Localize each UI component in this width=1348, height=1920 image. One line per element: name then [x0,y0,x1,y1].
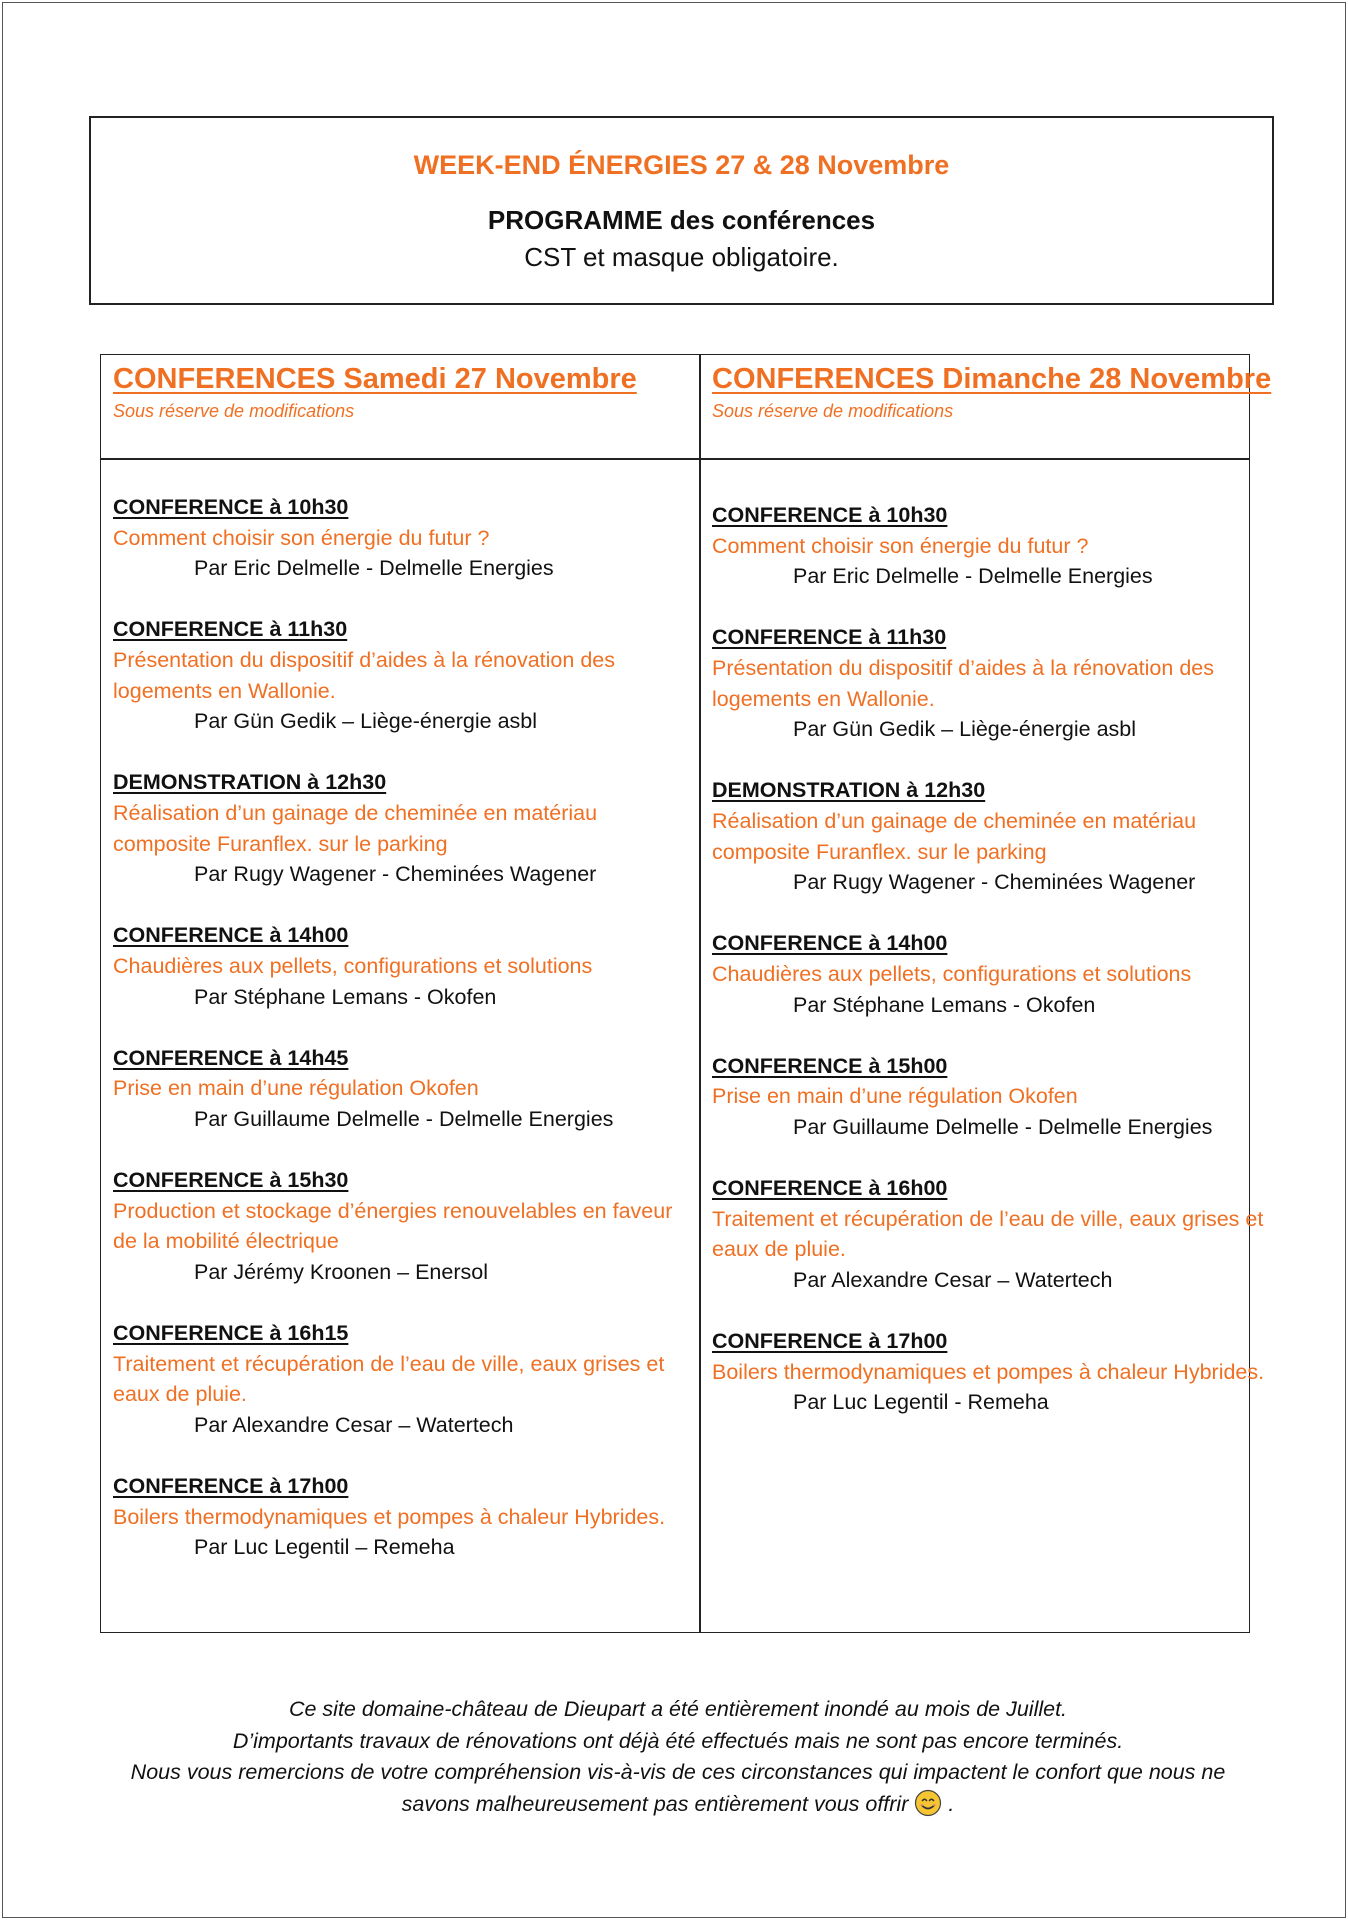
session-time: CONFERENCE à 17h00 [113,1474,349,1498]
session-time: CONFERENCE à 16h00 [712,1176,948,1201]
session [712,1173,1290,1295]
session [113,1043,691,1135]
session-time: CONFERENCE à 14h00 [712,931,948,956]
saturday-header [101,355,691,423]
session-speaker: Par Eric Delmelle - Delmelle Energies [793,564,1153,589]
session-time: CONFERENCE à 11h30 [113,617,348,642]
saturday-subtitle: Sous réserve de modifications [113,401,355,421]
session [113,492,691,584]
schedule-table [100,354,1272,1633]
session [712,500,1290,592]
footer-note [63,1694,1293,1820]
session-speaker: Par Alexandre Cesar – Watertech [793,1267,1113,1292]
session-title: Prise en main d’une régulation Okofen [113,1076,479,1101]
session-speaker: Par Gün Gedik – Liège-énergie asbl [793,717,1137,742]
session-time: CONFERENCE à 10h30 [712,503,948,527]
session [712,1326,1290,1418]
sunday-subtitle: Sous réserve de modifications [712,401,954,421]
header-box [89,116,1274,305]
session-speaker: Par Luc Legentil – Remeha [194,1535,455,1560]
session-time: CONFERENCE à 11h30 [712,625,947,650]
event-title: WEEK-END ÉNERGIES 27 & 28 Novembre [413,150,950,180]
session-title: Traitement et récupération de l’eau de ville, eaux grises et eaux de pluie. [113,1351,665,1407]
footer-line-text: savons malheureusement pas entièrement vous offrir [401,1791,909,1816]
session [113,767,691,889]
sunday-header [700,355,1290,423]
session-time: DEMONSTRATION à 12h30 [712,778,986,803]
session [113,1318,691,1440]
session [712,622,1290,744]
session [712,928,1290,1020]
sunday-sessions [700,500,1290,1448]
footer-line-end: . [948,1791,955,1816]
session [113,614,691,736]
footer-line: D’importants travaux de rénovations ont déjà été effectués mais ne sont pas encore terminés. [232,1728,1124,1753]
session-speaker: Par Guillaume Delmelle - Delmelle Energies [194,1106,614,1131]
session-title: Production et stockage d’énergies renouvelables en faveur de la mobilité électrique [113,1198,673,1254]
session-time: CONFERENCE à 15h00 [712,1053,948,1078]
sunday-title: CONFERENCES Dimanche 28 Novembre [712,363,1272,395]
footer-line-last [63,1789,1293,1821]
session-title: Chaudières aux pellets, configurations et solutions [113,953,593,978]
session-time: CONFERENCE à 16h15 [113,1321,349,1346]
page [2,2,1346,1918]
session-title: Comment choisir son énergie du futur ? [712,533,1089,558]
session-time: DEMONSTRATION à 12h30 [113,770,387,795]
session-title: Boilers thermodynamiques et pompes à chaleur Hybrides. [113,1504,666,1529]
session-speaker: Par Alexandre Cesar – Watertech [194,1412,514,1437]
session-time: CONFERENCE à 14h45 [113,1045,349,1070]
session-time: CONFERENCE à 17h00 [712,1329,948,1354]
session-title: Présentation du dispositif d’aides à la rénovation des logements en Wallonie. [113,647,615,703]
session-speaker: Par Luc Legentil - Remeha [793,1390,1049,1415]
session-speaker: Par Rugy Wagener - Cheminées Wagener [194,862,597,887]
session-speaker: Par Stéphane Lemans - Okofen [793,992,1096,1017]
session-title: Boilers thermodynamiques et pompes à chaleur Hybrides. [712,1359,1265,1384]
cst-note: CST et masque obligatoire. [524,242,839,272]
session-time: CONFERENCE à 14h00 [113,923,349,948]
session-title: Prise en main d’une régulation Okofen [712,1084,1078,1109]
saturday-sessions [101,492,691,1593]
session [113,920,691,1012]
session-speaker: Par Rugy Wagener - Cheminées Wagener [793,870,1196,895]
session-speaker: Par Gün Gedik – Liège-énergie asbl [194,709,538,734]
session-title: Traitement et récupération de l’eau de ville, eaux grises et eaux de pluie. [712,1206,1264,1262]
session-title: Comment choisir son énergie du futur ? [113,525,490,550]
session-title: Réalisation d’un gainage de cheminée en matériau composite Furanflex. sur le parking [712,808,1197,864]
row-divider [101,458,1249,460]
program-title: PROGRAMME des conférences [487,205,876,235]
session-title: Chaudières aux pellets, configurations et solutions [712,961,1192,986]
session-time: CONFERENCE à 10h30 [113,495,349,519]
session [113,1165,691,1287]
session-speaker: Par Guillaume Delmelle - Delmelle Energies [793,1114,1213,1139]
session-speaker: Par Eric Delmelle - Delmelle Energies [194,556,554,581]
session [712,1051,1290,1143]
footer-line: Nous vous remercions de votre compréhension vis-à-vis de ces circonstances qui impactent le confort que nous ne [130,1760,1226,1784]
session-time: CONFERENCE à 15h30 [113,1168,349,1193]
session [712,775,1290,897]
session-speaker: Par Jérémy Kroonen – Enersol [194,1259,488,1284]
footer-line: Ce site domaine-château de Dieupart a été entièrement inondé au mois de Juillet. [288,1697,1068,1721]
session-speaker: Par Stéphane Lemans - Okofen [194,984,497,1009]
session-title: Réalisation d’un gainage de cheminée en matériau composite Furanflex. sur le parking [113,800,598,856]
session-title: Présentation du dispositif d’aides à la rénovation des logements en Wallonie. [712,655,1214,711]
smiling-face-icon [914,1789,942,1817]
session [113,1471,691,1563]
saturday-title: CONFERENCES Samedi 27 Novembre [113,363,637,395]
